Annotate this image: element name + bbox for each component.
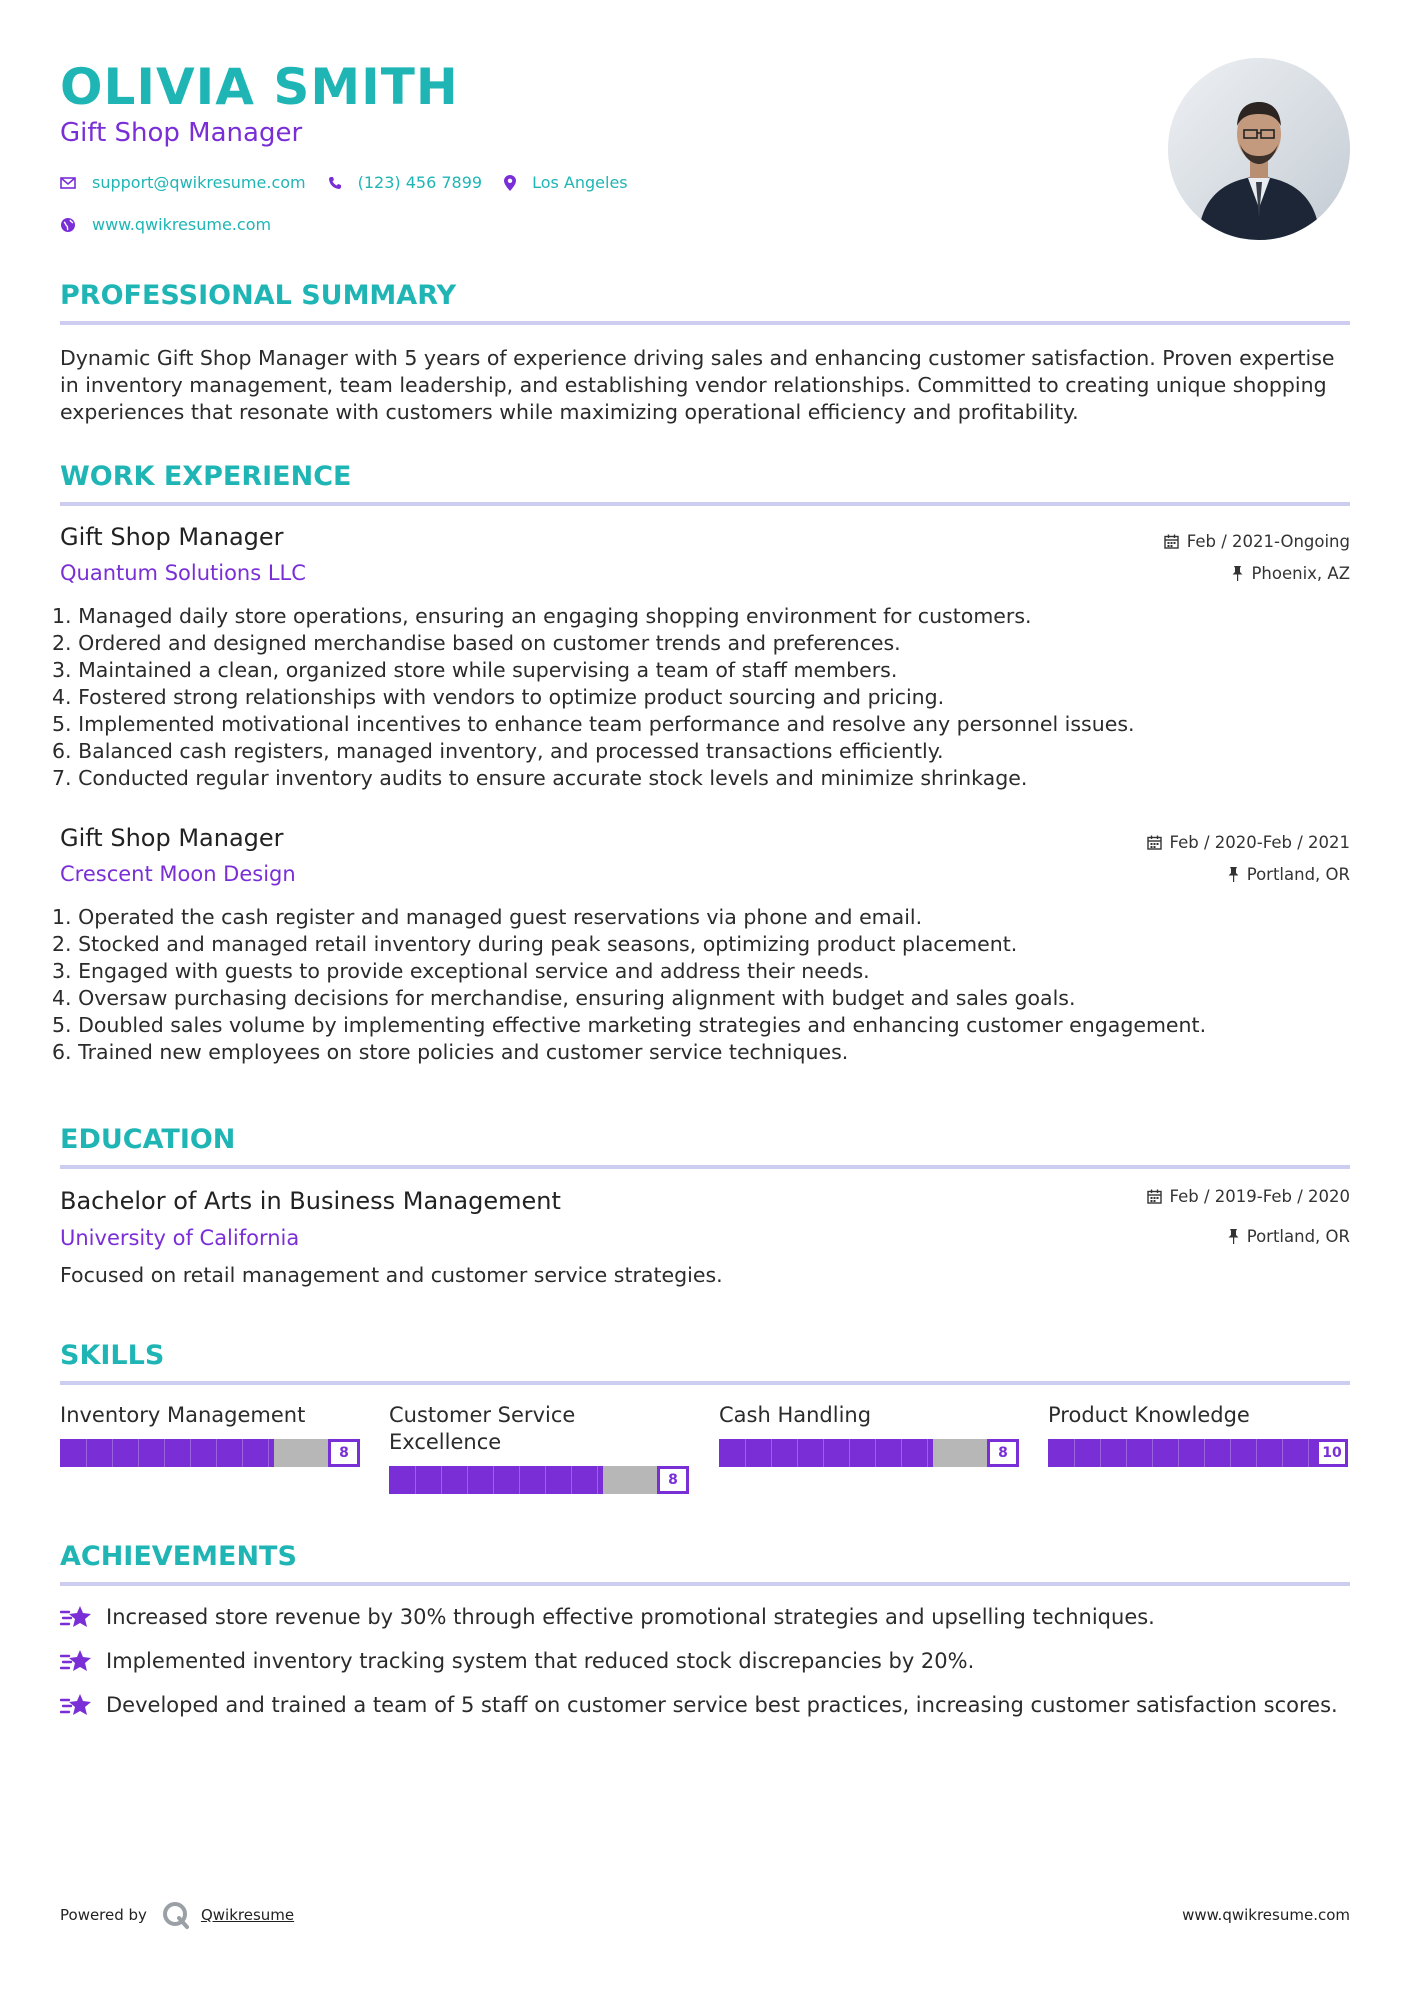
candidate-title: Gift Shop Manager [60,118,303,148]
degree-title: Bachelor of Arts in Business Management [60,1187,561,1215]
section-divider [60,1582,1350,1586]
contact-email[interactable] [60,173,306,192]
globe-icon [60,217,76,233]
skill-level-badge: 8 [987,1439,1019,1467]
skill-bar-segment [1074,1439,1075,1467]
job-dates [1164,532,1350,551]
skill-bar [719,1439,1019,1467]
skill-bar-fill [1048,1439,1316,1467]
list-item: 3. Maintained a clean, organized store while supervising a team of staff members. [52,658,898,682]
list-item: 5. Doubled sales volume by implementing effective marketing strategies and enhancing customer engagement. [52,1013,1207,1037]
location-text: Phoenix, AZ [1251,564,1350,583]
skill-bar-segment [1100,1439,1101,1467]
skill-bar-segment [597,1466,598,1494]
list-item: 1. Operated the cash register and managed guest reservations via phone and email. [52,905,923,929]
qwikresume-link[interactable]: Qwikresume [200,1906,295,1924]
location-text: Portland, OR [1246,1227,1350,1246]
phone-icon [328,176,342,190]
achievement-item [60,1604,1155,1630]
location-text: Portland, OR [1246,865,1350,884]
job-bullets [52,603,1352,792]
skill-bar-segment [901,1439,902,1467]
skill-bar-segment [849,1439,850,1467]
phone-text: (123) 456 7899 [357,173,483,192]
powered-by-label: Powered by [60,1906,147,1924]
list-item: 2. Ordered and designed merchandise based on customer trends and preferences. [52,631,901,655]
skill-bar-segment [1282,1439,1283,1467]
skill-level-badge: 10 [1316,1439,1348,1467]
location-text: Los Angeles [532,173,628,192]
skill-item [389,1402,689,1494]
achievement-item [60,1648,974,1674]
skill-bar-segment [216,1439,217,1467]
dates-text: Feb / 2020-Feb / 2021 [1169,833,1350,852]
job-location [1232,564,1350,583]
skill-level-badge: 8 [657,1466,689,1494]
skill-bar-segment [875,1439,876,1467]
skill-bar-segment [86,1439,87,1467]
footer-website[interactable]: www.qwikresume.com [1182,1906,1350,1924]
website-text: www.qwikresume.com [92,215,272,234]
job-title: Gift Shop Manager [60,824,284,852]
education-description: Focused on retail management and customer service strategies. [60,1263,723,1287]
experience-heading: WORK EXPERIENCE [60,461,352,492]
shooting-star-icon [60,1648,92,1674]
skill-item [719,1402,1019,1467]
section-divider [60,1165,1350,1169]
shooting-star-icon [60,1692,92,1718]
skill-bar-segment [112,1439,113,1467]
skill-bar [389,1466,689,1494]
achievements-heading: ACHIEVEMENTS [60,1541,297,1572]
qwikresume-logo-icon [161,1900,191,1930]
skill-bar-segment [1256,1439,1257,1467]
calendar-icon [1164,534,1179,549]
skill-bar-segment [415,1466,416,1494]
skill-name: Customer Service Excellence [389,1403,576,1454]
skill-bar-segment [190,1439,191,1467]
summary-heading: PROFESSIONAL SUMMARY [60,280,457,311]
list-item: 5. Implemented motivational incentives to enhance team performance and resolve any personnel issues. [52,712,1135,736]
envelope-icon [60,177,76,189]
skill-bar-segment [441,1466,442,1494]
skill-name: Product Knowledge [1048,1403,1250,1427]
skill-bar-segment [493,1466,494,1494]
education-dates [1147,1187,1350,1206]
contact-website[interactable] [60,215,271,234]
skill-name: Cash Handling [719,1403,872,1427]
achievement-text: Increased store revenue by 30% through effective promotional strategies and upselling techniques. [106,1605,1155,1629]
skill-item [60,1402,360,1467]
skill-bar-segment [268,1439,269,1467]
skill-bar-segment [771,1439,772,1467]
contact-phone[interactable] [328,173,482,192]
skill-bar-segment [823,1439,824,1467]
company-name: Quantum Solutions LLC [60,561,306,585]
job-location [1228,865,1350,884]
skill-bar-segment [519,1466,520,1494]
skill-bar [1048,1439,1348,1467]
shooting-star-icon [60,1604,92,1630]
skill-item [1048,1402,1348,1467]
list-item: 1. Managed daily store operations, ensuring an engaging shopping environment for customers. [52,604,1032,628]
skill-bar-segment [745,1439,746,1467]
achievement-text: Implemented inventory tracking system that reduced stock discrepancies by 20%. [106,1649,975,1673]
section-divider [60,1381,1350,1385]
education-location [1228,1227,1350,1246]
skill-bar-segment [1152,1439,1153,1467]
skill-bar-segment [1178,1439,1179,1467]
job-dates [1147,833,1350,852]
skill-bar-segment [1126,1439,1127,1467]
email-text: support@qwikresume.com [92,173,306,192]
summary-text: Dynamic Gift Shop Manager with 5 years of experience driving sales and enhancing customer satisfaction. Proven expertise in inventory management, team leadership, and establishing vendor relationships. Committed to creating unique shopping experiences that resonate with customers while maximizing operational efficiency and profitability. [60,346,1335,424]
list-item: 4. Fostered strong relationships with vendors to optimize product sourcing and pricing. [52,685,945,709]
skill-name: Inventory Management [60,1403,306,1427]
section-divider [60,502,1350,506]
skill-bar-segment [242,1439,243,1467]
list-item: 7. Conducted regular inventory audits to ensure accurate stock levels and minimize shrinkage. [52,766,1028,790]
education-heading: EDUCATION [60,1124,236,1155]
contact-row [60,173,650,192]
list-item: 6. Trained new employees on store policies and customer service techniques. [52,1040,849,1064]
section-divider [60,321,1350,325]
pushpin-icon [1228,867,1239,882]
company-name: Crescent Moon Design [60,862,296,886]
skill-bar-segment [927,1439,928,1467]
skill-level-badge: 8 [328,1439,360,1467]
list-item: 6. Balanced cash registers, managed inventory, and processed transactions efficiently. [52,739,944,763]
footer-powered-by [60,1900,294,1930]
candidate-name: OLIVIA SMITH [60,58,459,116]
skill-bar-segment [1204,1439,1205,1467]
list-item: 3. Engaged with guests to provide exceptional service and address their needs. [52,959,870,983]
skill-bar-segment [571,1466,572,1494]
achievement-item [60,1692,1338,1718]
list-item: 4. Oversaw purchasing decisions for merchandise, ensuring alignment with budget and sales goals. [52,986,1076,1010]
achievement-text: Developed and trained a team of 5 staff on customer service best practices, increasing customer satisfaction scores. [106,1693,1338,1717]
calendar-icon [1147,835,1162,850]
skill-bar-segment [1308,1439,1309,1467]
list-item: 2. Stocked and managed retail inventory during peak seasons, optimizing product placement. [52,932,1018,956]
skill-bar-segment [138,1439,139,1467]
calendar-icon [1147,1189,1162,1204]
skill-bar-segment [797,1439,798,1467]
job-title: Gift Shop Manager [60,523,284,551]
job-bullets [52,904,1352,1066]
skill-bar-segment [1230,1439,1231,1467]
profile-photo [1168,58,1350,240]
dates-text: Feb / 2021-Ongoing [1186,532,1350,551]
school-name: University of California [60,1226,300,1250]
skill-bar-segment [545,1466,546,1494]
dates-text: Feb / 2019-Feb / 2020 [1169,1187,1350,1206]
skill-bar-segment [164,1439,165,1467]
contact-row-website [60,215,293,234]
skill-bar-segment [467,1466,468,1494]
skill-bar [60,1439,360,1467]
pushpin-icon [1232,566,1243,581]
pushpin-icon [1228,1229,1239,1244]
contact-location [504,173,628,192]
map-pin-icon [504,175,516,191]
skills-heading: SKILLS [60,1340,165,1371]
